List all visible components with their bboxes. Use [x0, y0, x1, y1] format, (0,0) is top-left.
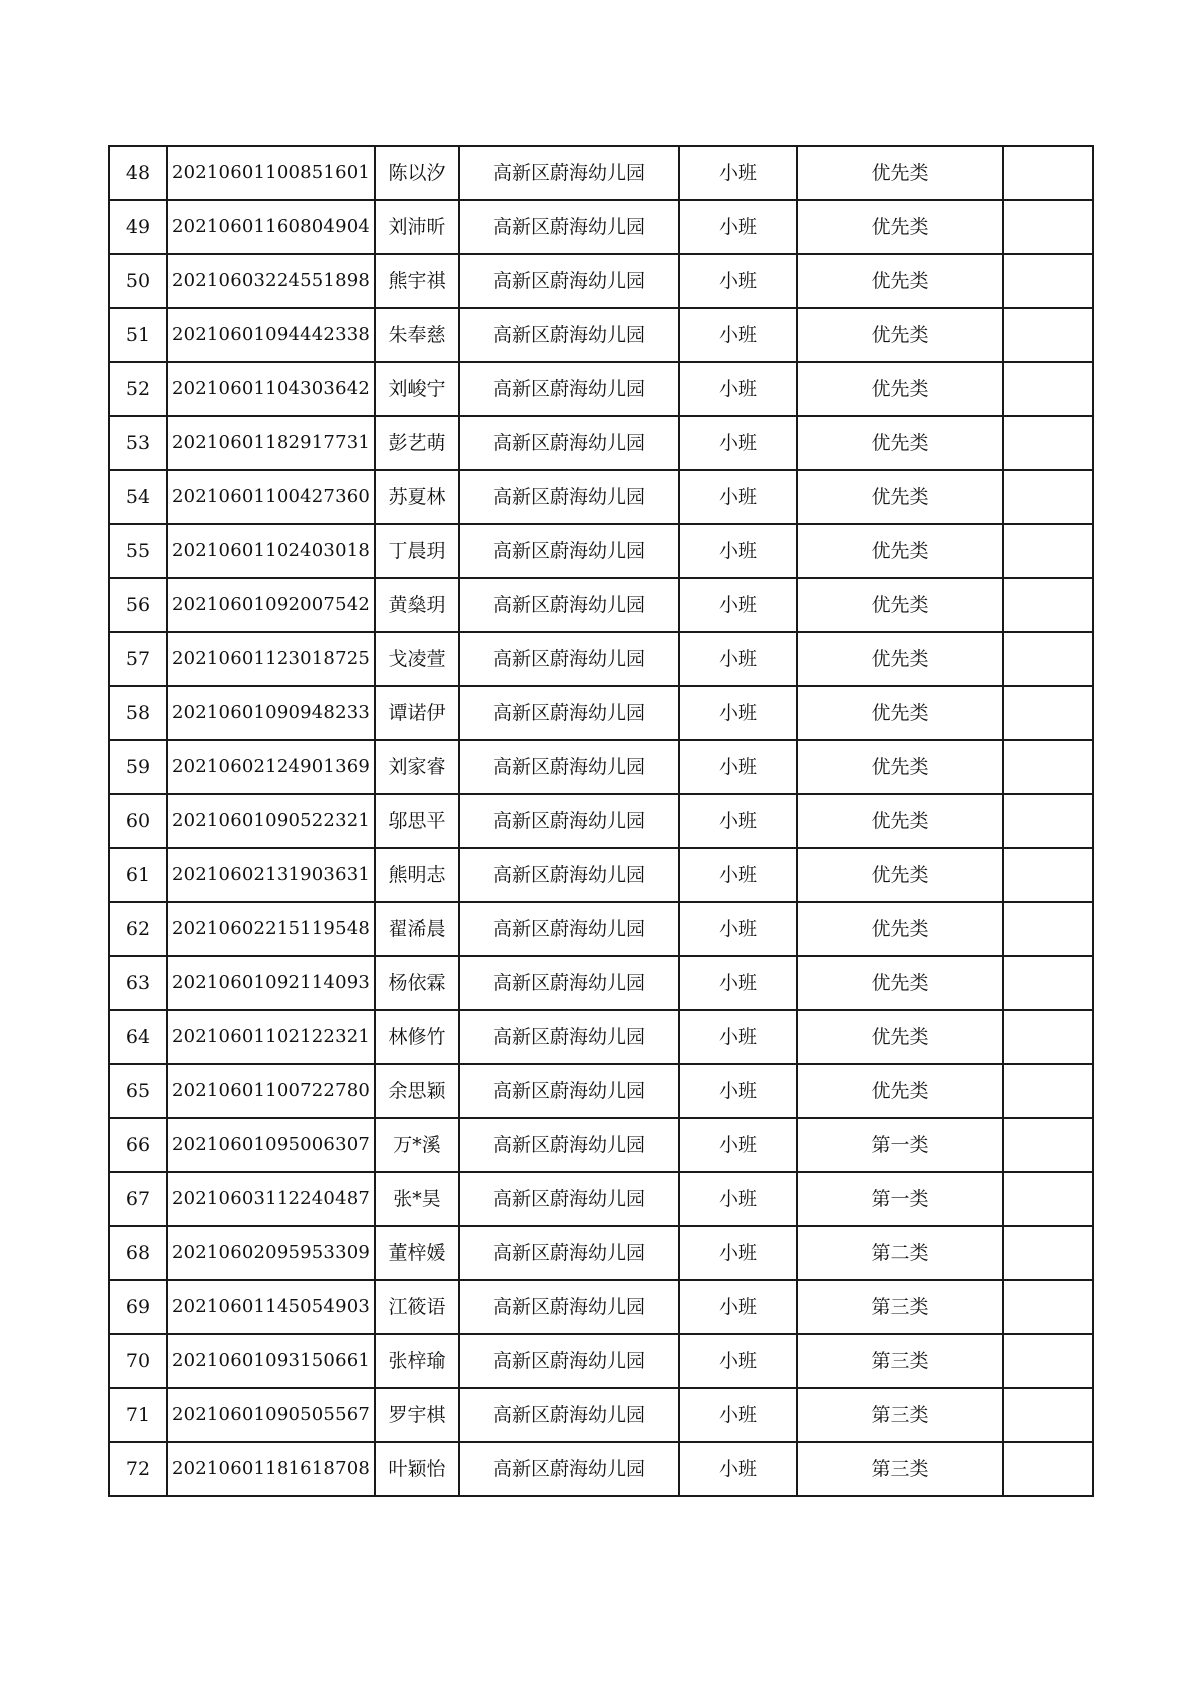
student-name-cell: 邬思平	[375, 794, 459, 848]
student-name-cell: 戈凌萱	[375, 632, 459, 686]
category-cell: 优先类	[797, 794, 1003, 848]
kindergarten-cell: 高新区蔚海幼儿园	[459, 686, 679, 740]
table-row	[109, 1010, 1093, 1064]
table-row	[109, 578, 1093, 632]
kindergarten-cell: 高新区蔚海幼儿园	[459, 362, 679, 416]
class-cell: 小班	[679, 740, 797, 794]
student-name-cell: 朱奉慈	[375, 308, 459, 362]
class-cell: 小班	[679, 146, 797, 200]
remark-cell	[1003, 794, 1093, 848]
category-cell: 第二类	[797, 1226, 1003, 1280]
category-cell: 优先类	[797, 200, 1003, 254]
category-cell: 优先类	[797, 848, 1003, 902]
table-row	[109, 362, 1093, 416]
row-number-cell: 70	[109, 1334, 167, 1388]
application-id-cell: 20210601181618708	[167, 1442, 375, 1496]
student-name-cell: 林修竹	[375, 1010, 459, 1064]
remark-cell	[1003, 1118, 1093, 1172]
table-row	[109, 956, 1093, 1010]
application-id-cell: 20210601160804904	[167, 200, 375, 254]
table-row	[109, 1388, 1093, 1442]
remark-cell	[1003, 1226, 1093, 1280]
kindergarten-cell: 高新区蔚海幼儿园	[459, 1064, 679, 1118]
table-row	[109, 470, 1093, 524]
row-number-cell: 61	[109, 848, 167, 902]
student-name-cell: 彭艺萌	[375, 416, 459, 470]
row-number-cell: 69	[109, 1280, 167, 1334]
kindergarten-cell: 高新区蔚海幼儿园	[459, 1442, 679, 1496]
class-cell: 小班	[679, 1064, 797, 1118]
row-number-cell: 58	[109, 686, 167, 740]
row-number-cell: 56	[109, 578, 167, 632]
kindergarten-cell: 高新区蔚海幼儿园	[459, 632, 679, 686]
class-cell: 小班	[679, 1334, 797, 1388]
remark-cell	[1003, 1064, 1093, 1118]
row-number-cell: 66	[109, 1118, 167, 1172]
kindergarten-cell: 高新区蔚海幼儿园	[459, 470, 679, 524]
student-name-cell: 陈以汐	[375, 146, 459, 200]
student-name-cell: 叶颖怡	[375, 1442, 459, 1496]
enrollment-table	[108, 145, 1094, 1497]
table-row	[109, 794, 1093, 848]
remark-cell	[1003, 470, 1093, 524]
remark-cell	[1003, 308, 1093, 362]
table-row	[109, 1118, 1093, 1172]
table-row	[109, 1064, 1093, 1118]
category-cell: 优先类	[797, 362, 1003, 416]
remark-cell	[1003, 740, 1093, 794]
kindergarten-cell: 高新区蔚海幼儿园	[459, 1010, 679, 1064]
kindergarten-cell: 高新区蔚海幼儿园	[459, 1226, 679, 1280]
application-id-cell: 20210601145054903	[167, 1280, 375, 1334]
remark-cell	[1003, 1388, 1093, 1442]
category-cell: 优先类	[797, 1064, 1003, 1118]
class-cell: 小班	[679, 1118, 797, 1172]
application-id-cell: 20210602095953309	[167, 1226, 375, 1280]
student-name-cell: 翟浠晨	[375, 902, 459, 956]
application-id-cell: 20210603112240487	[167, 1172, 375, 1226]
kindergarten-cell: 高新区蔚海幼儿园	[459, 794, 679, 848]
application-id-cell: 20210601094442338	[167, 308, 375, 362]
category-cell: 优先类	[797, 416, 1003, 470]
category-cell: 优先类	[797, 956, 1003, 1010]
application-id-cell: 20210601090948233	[167, 686, 375, 740]
class-cell: 小班	[679, 1280, 797, 1334]
row-number-cell: 59	[109, 740, 167, 794]
class-cell: 小班	[679, 254, 797, 308]
kindergarten-cell: 高新区蔚海幼儿园	[459, 308, 679, 362]
student-name-cell: 罗宇棋	[375, 1388, 459, 1442]
row-number-cell: 60	[109, 794, 167, 848]
student-name-cell: 张*昊	[375, 1172, 459, 1226]
kindergarten-cell: 高新区蔚海幼儿园	[459, 1388, 679, 1442]
class-cell: 小班	[679, 200, 797, 254]
application-id-cell: 20210601090505567	[167, 1388, 375, 1442]
class-cell: 小班	[679, 470, 797, 524]
application-id-cell: 20210602131903631	[167, 848, 375, 902]
student-name-cell: 张梓瑜	[375, 1334, 459, 1388]
table-row	[109, 1280, 1093, 1334]
table-row	[109, 200, 1093, 254]
application-id-cell: 20210601100427360	[167, 470, 375, 524]
table-row	[109, 632, 1093, 686]
row-number-cell: 71	[109, 1388, 167, 1442]
table-row	[109, 254, 1093, 308]
student-name-cell: 刘峻宁	[375, 362, 459, 416]
kindergarten-cell: 高新区蔚海幼儿园	[459, 902, 679, 956]
application-id-cell: 20210602215119548	[167, 902, 375, 956]
table-row	[109, 902, 1093, 956]
row-number-cell: 65	[109, 1064, 167, 1118]
kindergarten-cell: 高新区蔚海幼儿园	[459, 524, 679, 578]
kindergarten-cell: 高新区蔚海幼儿园	[459, 578, 679, 632]
table-row	[109, 416, 1093, 470]
table-body	[109, 146, 1093, 1496]
category-cell: 优先类	[797, 686, 1003, 740]
class-cell: 小班	[679, 794, 797, 848]
remark-cell	[1003, 686, 1093, 740]
student-name-cell: 刘家睿	[375, 740, 459, 794]
class-cell: 小班	[679, 416, 797, 470]
remark-cell	[1003, 632, 1093, 686]
row-number-cell: 72	[109, 1442, 167, 1496]
row-number-cell: 64	[109, 1010, 167, 1064]
remark-cell	[1003, 362, 1093, 416]
application-id-cell: 20210601100851601	[167, 146, 375, 200]
student-name-cell: 熊宇祺	[375, 254, 459, 308]
category-cell: 优先类	[797, 740, 1003, 794]
remark-cell	[1003, 416, 1093, 470]
student-name-cell: 谭诺伊	[375, 686, 459, 740]
student-name-cell: 余思颖	[375, 1064, 459, 1118]
category-cell: 第一类	[797, 1172, 1003, 1226]
category-cell: 优先类	[797, 146, 1003, 200]
remark-cell	[1003, 254, 1093, 308]
remark-cell	[1003, 1334, 1093, 1388]
class-cell: 小班	[679, 686, 797, 740]
category-cell: 第三类	[797, 1280, 1003, 1334]
kindergarten-cell: 高新区蔚海幼儿园	[459, 848, 679, 902]
row-number-cell: 68	[109, 1226, 167, 1280]
application-id-cell: 20210601095006307	[167, 1118, 375, 1172]
class-cell: 小班	[679, 524, 797, 578]
kindergarten-cell: 高新区蔚海幼儿园	[459, 254, 679, 308]
row-number-cell: 52	[109, 362, 167, 416]
row-number-cell: 53	[109, 416, 167, 470]
remark-cell	[1003, 578, 1093, 632]
table-row	[109, 146, 1093, 200]
category-cell: 优先类	[797, 1010, 1003, 1064]
category-cell: 优先类	[797, 524, 1003, 578]
category-cell: 第三类	[797, 1334, 1003, 1388]
application-id-cell: 20210601102403018	[167, 524, 375, 578]
class-cell: 小班	[679, 1388, 797, 1442]
student-name-cell: 江筱语	[375, 1280, 459, 1334]
class-cell: 小班	[679, 308, 797, 362]
category-cell: 优先类	[797, 254, 1003, 308]
table-row	[109, 524, 1093, 578]
remark-cell	[1003, 146, 1093, 200]
application-id-cell: 20210601092007542	[167, 578, 375, 632]
row-number-cell: 51	[109, 308, 167, 362]
class-cell: 小班	[679, 362, 797, 416]
remark-cell	[1003, 1172, 1093, 1226]
row-number-cell: 49	[109, 200, 167, 254]
row-number-cell: 48	[109, 146, 167, 200]
application-id-cell: 20210601093150661	[167, 1334, 375, 1388]
kindergarten-cell: 高新区蔚海幼儿园	[459, 1334, 679, 1388]
category-cell: 第一类	[797, 1118, 1003, 1172]
table-row	[109, 1442, 1093, 1496]
category-cell: 优先类	[797, 632, 1003, 686]
student-name-cell: 杨依霖	[375, 956, 459, 1010]
student-name-cell: 苏夏林	[375, 470, 459, 524]
category-cell: 第三类	[797, 1388, 1003, 1442]
class-cell: 小班	[679, 1010, 797, 1064]
category-cell: 第三类	[797, 1442, 1003, 1496]
kindergarten-cell: 高新区蔚海幼儿园	[459, 146, 679, 200]
student-name-cell: 黄燊玥	[375, 578, 459, 632]
student-name-cell: 董梓媛	[375, 1226, 459, 1280]
category-cell: 优先类	[797, 902, 1003, 956]
application-id-cell: 20210601102122321	[167, 1010, 375, 1064]
application-id-cell: 20210601123018725	[167, 632, 375, 686]
remark-cell	[1003, 524, 1093, 578]
row-number-cell: 57	[109, 632, 167, 686]
remark-cell	[1003, 1280, 1093, 1334]
class-cell: 小班	[679, 956, 797, 1010]
row-number-cell: 55	[109, 524, 167, 578]
table-row	[109, 308, 1093, 362]
remark-cell	[1003, 1442, 1093, 1496]
category-cell: 优先类	[797, 578, 1003, 632]
application-id-cell: 20210601100722780	[167, 1064, 375, 1118]
class-cell: 小班	[679, 632, 797, 686]
remark-cell	[1003, 200, 1093, 254]
application-id-cell: 20210603224551898	[167, 254, 375, 308]
class-cell: 小班	[679, 902, 797, 956]
kindergarten-cell: 高新区蔚海幼儿园	[459, 1172, 679, 1226]
class-cell: 小班	[679, 1226, 797, 1280]
kindergarten-cell: 高新区蔚海幼儿园	[459, 200, 679, 254]
class-cell: 小班	[679, 578, 797, 632]
application-id-cell: 20210601104303642	[167, 362, 375, 416]
remark-cell	[1003, 1010, 1093, 1064]
table-row	[109, 848, 1093, 902]
table-row	[109, 1334, 1093, 1388]
kindergarten-cell: 高新区蔚海幼儿园	[459, 1118, 679, 1172]
kindergarten-cell: 高新区蔚海幼儿园	[459, 1280, 679, 1334]
application-id-cell: 20210602124901369	[167, 740, 375, 794]
table-row	[109, 686, 1093, 740]
class-cell: 小班	[679, 1442, 797, 1496]
student-name-cell: 丁晨玥	[375, 524, 459, 578]
row-number-cell: 67	[109, 1172, 167, 1226]
student-name-cell: 熊明志	[375, 848, 459, 902]
category-cell: 优先类	[797, 470, 1003, 524]
remark-cell	[1003, 902, 1093, 956]
row-number-cell: 63	[109, 956, 167, 1010]
table-row	[109, 740, 1093, 794]
class-cell: 小班	[679, 848, 797, 902]
application-id-cell: 20210601090522321	[167, 794, 375, 848]
application-id-cell: 20210601182917731	[167, 416, 375, 470]
class-cell: 小班	[679, 1172, 797, 1226]
student-name-cell: 刘沛昕	[375, 200, 459, 254]
row-number-cell: 50	[109, 254, 167, 308]
row-number-cell: 54	[109, 470, 167, 524]
student-name-cell: 万*溪	[375, 1118, 459, 1172]
remark-cell	[1003, 956, 1093, 1010]
category-cell: 优先类	[797, 308, 1003, 362]
application-id-cell: 20210601092114093	[167, 956, 375, 1010]
kindergarten-cell: 高新区蔚海幼儿园	[459, 416, 679, 470]
remark-cell	[1003, 848, 1093, 902]
kindergarten-cell: 高新区蔚海幼儿园	[459, 956, 679, 1010]
table-row	[109, 1226, 1093, 1280]
row-number-cell: 62	[109, 902, 167, 956]
kindergarten-cell: 高新区蔚海幼儿园	[459, 740, 679, 794]
table-row	[109, 1172, 1093, 1226]
